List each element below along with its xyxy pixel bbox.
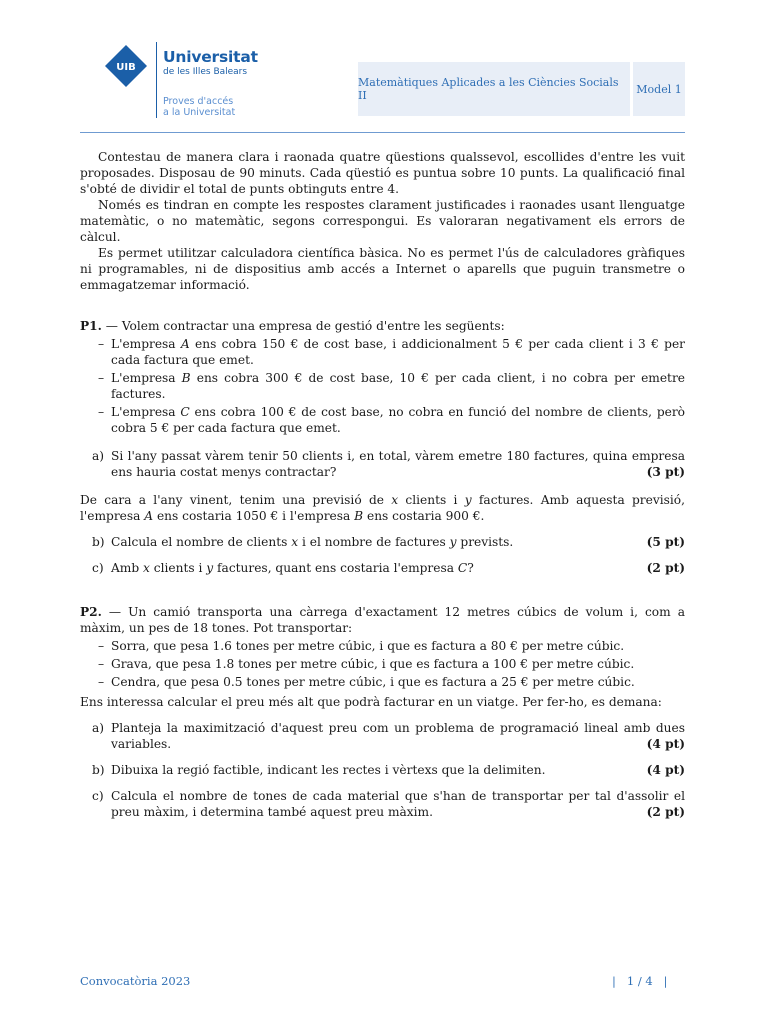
points-badge: (2 pt) <box>646 561 685 575</box>
logo-name: Universitat <box>163 48 258 66</box>
uib-badge-icon <box>104 44 148 88</box>
intro-paragraph-3: Es permet utilitzar calculadora científica bàsica. No es permet l'ús de calculadores gràfiques ni programables, ni de dispositius amb accés a Internet o aparells que puguin transmetre o emmagatzemar informació. <box>80 246 685 292</box>
problem-2 <box>80 604 685 820</box>
model-label: Model 1 <box>633 62 685 116</box>
exam-body <box>80 149 685 820</box>
question-1b: b) Calcula el nombre de clients x i el nombre de factures y prevists. (5 pt) <box>92 535 685 549</box>
list-item: – Sorra, que pesa 1.6 tones per metre cúbic, i que es factura a 80 € per metre cúbic. <box>98 639 625 653</box>
logo-subtitle: de les Illes Balears <box>163 67 248 77</box>
list-item: – Cendra, que pesa 0.5 tones per metre cúbic, i que es factura a 25 € per metre cúbic. <box>98 675 635 689</box>
logo-proves-line1: Proves d'accés <box>163 96 234 107</box>
problem-2-intro <box>80 604 685 636</box>
problem-1-intro <box>80 318 685 334</box>
list-item: – L'empresa A ens cobra 150 € de cost base, i addicionalment 5 € per cada client i 3 € per cada factura que emet. <box>98 337 685 367</box>
question-2b: b) Dibuixa la regió factible, indicant les rectes i vèrtexs que la delimiten. (4 pt) <box>92 763 685 777</box>
intro-paragraph-2: Només es tindran en compte les respostes clarament justificades i raonades usant llenguatge matemàtic, o no matemàtic, segons correspongui. Es valoraran negativament els errors de càlcul. <box>80 198 685 244</box>
question-2c: c) Calcula el nombre de tones de cada material que s'han de transportar per tal d'assolir el preu màxim, i determina també aquest preu màxim. (2 pt) <box>92 789 685 819</box>
problem-1-label: P1. <box>80 319 102 333</box>
logo-proves <box>163 96 235 118</box>
intro-paragraph-1: Contestau de manera clara i raonada quatre qüestions qualssevol, escollides d'entre les vuit proposades. Disposau de 90 minuts. Cada qüestió es puntua sobre 10 punts. La qualificació final s'obté de dividir el total de punts obtinguts entre 4. <box>80 150 685 196</box>
points-badge: (2 pt) <box>646 805 685 819</box>
logo-divider <box>156 42 157 118</box>
university-logo <box>100 40 258 120</box>
list-item: – L'empresa B ens cobra 300 € de cost base, 10 € per cada client, i no cobra per emetre factures. <box>98 371 685 401</box>
subject-title: Matemàtiques Aplicades a les Ciències Socials II <box>358 62 630 116</box>
problem-2-intro-text: — Un camió transporta una càrrega d'exactament 12 metres cúbics de volum i, com a màxim, un pes de 18 tones. Pot transportar: <box>80 605 685 635</box>
points-badge: (5 pt) <box>646 535 685 549</box>
problem-2-label: P2. <box>80 605 102 619</box>
header-divider <box>80 132 685 133</box>
footer-page-number: | 1 / 4 | <box>612 974 668 988</box>
problem-1 <box>80 318 685 576</box>
problem-1-intro-text: — Volem contractar una empresa de gestió d'entre les següents: <box>101 319 505 333</box>
logo-proves-line2: a la Universitat <box>163 107 236 118</box>
material-list <box>80 638 685 690</box>
list-item: – Grava, que pesa 1.8 tones per metre cúbic, i que es factura a 100 € per metre cúbic. <box>98 657 635 671</box>
company-list <box>80 336 685 436</box>
points-badge: (3 pt) <box>646 465 685 479</box>
problem-1-middle: De cara a l'any vinent, tenim una previsió de x clients i y factures. Amb aquesta previsió, l'empresa A ens costaria 1050 € i l'empresa B ens costaria 900 €. <box>80 493 685 523</box>
question-1c: c) Amb x clients i y factures, quant ens costaria l'empresa C? (2 pt) <box>92 561 685 575</box>
points-badge: (4 pt) <box>646 763 685 777</box>
question-2a: a) Planteja la maximització d'aquest preu com un problema de programació lineal amb dues variables. (4 pt) <box>92 721 685 751</box>
problem-2-middle: Ens interessa calcular el preu més alt que podrà facturar en un viatge. Per fer-ho, es demana: <box>80 695 662 709</box>
points-badge: (4 pt) <box>646 737 685 751</box>
footer-session: Convocatòria 2023 <box>80 974 191 988</box>
badge-text: UIB <box>116 62 136 73</box>
question-1a: a) Si l'any passat vàrem tenir 50 clients i, en total, vàrem emetre 180 factures, quina empresa ens hauria costat menys contractar? (3 pt) <box>92 449 685 479</box>
list-item: – L'empresa C ens cobra 100 € de cost base, no cobra en funció del nombre de clients, però cobra 5 € per cada factura que emet. <box>98 405 685 435</box>
